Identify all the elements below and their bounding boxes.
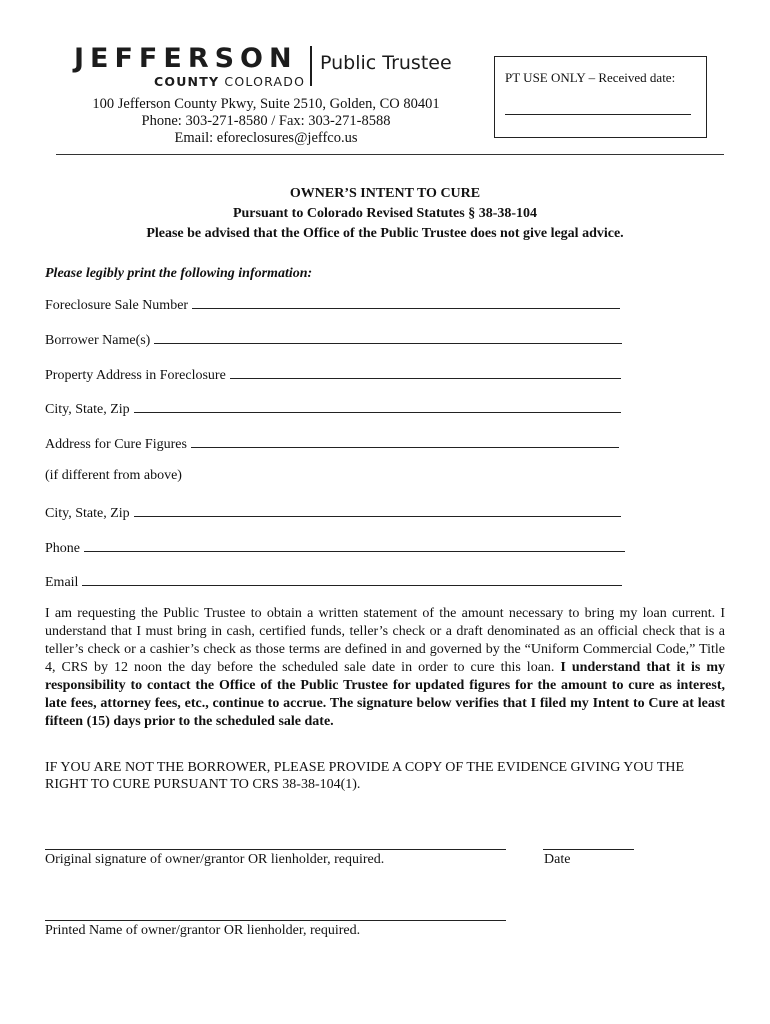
field-label: City, State, Zip <box>45 402 130 417</box>
field-borrower-names <box>45 330 622 349</box>
field-label: Phone <box>45 541 80 556</box>
field-email <box>45 572 622 591</box>
city-state-zip-1-input-line[interactable] <box>134 399 621 413</box>
paragraph-bold-text: I understand that it is my responsibility to contact the Office of the Public Trustee for updated figures for the amount to cure as interest, late fees, attorney fees, etc., continue to accrue. The signature below verifies that I filed my Intent to Cure at least fifteen (15) days prior to the scheduled sale date. <box>45 660 725 729</box>
field-label: Foreclosure Sale Number <box>45 298 189 313</box>
borrower-names-input-line[interactable] <box>154 330 622 344</box>
logo-county-text <box>154 74 305 89</box>
address-email: Email: eforeclosures@jeffco.us <box>174 130 358 146</box>
address-street: 100 Jefferson County Pkwy, Suite 2510, Golden, CO 80401 <box>92 96 440 112</box>
field-city-state-zip-1 <box>45 399 621 418</box>
form-statute: Pursuant to Colorado Revised Statutes § 38-38-104 <box>232 206 538 221</box>
field-label: (if different from above) <box>45 468 182 483</box>
jefferson-county-logo <box>74 44 454 90</box>
signature-label: Original signature of owner/grantor OR lienholder, required. <box>45 852 385 867</box>
property-address-input-line[interactable] <box>230 365 621 379</box>
printed-name-line[interactable] <box>45 920 506 921</box>
cure-statement-paragraph <box>45 605 725 731</box>
form-title: OWNER’S INTENT TO CURE <box>289 186 481 201</box>
printed-name-label: Printed Name of owner/grantor OR lienholder, required. <box>45 923 361 938</box>
city-state-zip-2-input-line[interactable] <box>134 503 621 517</box>
date-line[interactable] <box>543 849 634 850</box>
field-property-address <box>45 365 621 384</box>
phone-input-line[interactable] <box>84 538 625 552</box>
email-input-line[interactable] <box>82 572 622 586</box>
logo-county-bold: COUNTY <box>154 74 220 89</box>
logo-county-rest: COLORADO <box>224 74 306 89</box>
logo-wordmark: JEFFERSON <box>74 43 298 74</box>
paragraph-normal-text: I am requesting the Public Trustee to obtain a written statement of the amount necessary to bring my loan current. I understand that I must bring in cash, certified funds, teller’s check or a draft denominated as an official check that is a teller’s check or a cashier’s check as those terms are defined in and governed by the “Uniform Commercial Code,” Title 4, CRS by 12 noon the day before the scheduled sale date in order to cure this loan. <box>45 606 725 675</box>
header-divider <box>56 154 724 155</box>
field-label: Property Address in Foreclosure <box>45 368 226 383</box>
field-phone <box>45 538 625 557</box>
logo-public-trustee: Public Trustee <box>320 52 452 74</box>
date-label: Date <box>544 852 571 867</box>
received-date-line <box>505 114 691 115</box>
pt-use-only-label: PT USE ONLY – Received date: <box>505 70 676 85</box>
signature-line[interactable] <box>45 849 506 850</box>
instruction-text: Please legibly print the following information: <box>45 266 313 281</box>
sale-number-input-line[interactable] <box>192 295 620 309</box>
office-address-block <box>56 96 476 147</box>
field-city-state-zip-2 <box>45 503 621 522</box>
non-borrower-notice: IF YOU ARE NOT THE BORROWER, PLEASE PROVIDE A COPY OF THE EVIDENCE GIVING YOU THE RIGHT TO CURE PURSUANT TO CRS 38-38-104(1). <box>45 760 685 792</box>
field-if-different <box>45 468 182 484</box>
field-label: City, State, Zip <box>45 506 130 521</box>
field-label: Address for Cure Figures <box>45 437 187 452</box>
field-label: Email <box>45 575 79 590</box>
legal-advice-disclaimer: Please be advised that the Office of the Public Trustee does not give legal advice. <box>146 226 624 241</box>
address-phone-fax: Phone: 303-271-8580 / Fax: 303-271-8588 <box>141 113 391 129</box>
logo-divider <box>310 46 312 86</box>
cure-address-input-line[interactable] <box>191 434 619 448</box>
field-label: Borrower Name(s) <box>45 333 151 348</box>
pt-use-only-box <box>494 56 707 138</box>
field-sale-number <box>45 295 620 314</box>
field-cure-address <box>45 434 619 453</box>
